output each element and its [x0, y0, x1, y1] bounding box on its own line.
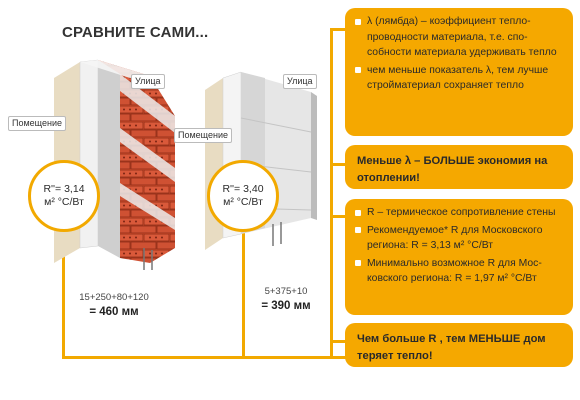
r-unit: м² °С/Вт [223, 196, 263, 208]
conclusion-text: Чем больше R , тем МЕНЬШЕ дом теряет тепло! [357, 333, 546, 362]
r-value-badge [28, 160, 100, 232]
inside-label: Помещение [174, 128, 232, 143]
connector-line [330, 28, 345, 31]
r-value: R''= 3,40 [222, 183, 264, 195]
lambda-info-panel [345, 8, 573, 136]
info-text: Рекомендуемое* R для Московского региона: R = 3,13 м² °С/Вт [367, 224, 543, 251]
lambda-conclusion-panel [345, 145, 573, 189]
outside-label: Улица [283, 74, 317, 89]
info-text: λ (лямбда) – коэффициент тепло-проводности материала, т.е. спо-собности материала удерживать тепло [367, 16, 557, 58]
bullet-icon [355, 19, 361, 25]
wall-thickness: = 460 мм [89, 306, 139, 318]
layer-dimensions: 15+250+80+120 [79, 292, 149, 303]
r-value: R''= 3,14 [43, 183, 85, 195]
bullet-icon [355, 260, 361, 266]
bullet-icon [355, 210, 361, 216]
connector-line [330, 215, 345, 218]
info-item [355, 63, 563, 94]
info-text: чем меньше показатель λ, тем лучше стройматериал сохраняет тепло [367, 64, 549, 91]
r-conclusion-panel [345, 323, 573, 367]
bullet-icon [355, 227, 361, 233]
outside-label: Улица [131, 74, 165, 89]
page-title: СРАВНИТЕ САМИ... [62, 24, 209, 41]
info-item [355, 223, 563, 254]
r-info-panel [345, 199, 573, 315]
connector-line [62, 356, 347, 359]
r-unit: м² °С/Вт [44, 196, 84, 208]
wall-thickness: = 390 мм [261, 300, 311, 312]
info-text: R – термическое сопротивление стены [367, 207, 556, 218]
info-item [355, 14, 563, 61]
layer-dimensions: 5+375+10 [264, 286, 308, 297]
r-value-badge [207, 160, 279, 232]
inside-label: Помещение [8, 116, 66, 131]
info-text: Минимально возможное R для Мос-ковского региона: R = 1,97 м² °С/Вт [367, 257, 542, 284]
conclusion-text: Меньше λ – БОЛЬШЕ экономия на отоплении! [357, 155, 548, 184]
info-item [355, 205, 563, 221]
bullet-icon [355, 67, 361, 73]
connector-line [330, 163, 345, 166]
info-item [355, 256, 563, 287]
connector-line [330, 340, 345, 343]
